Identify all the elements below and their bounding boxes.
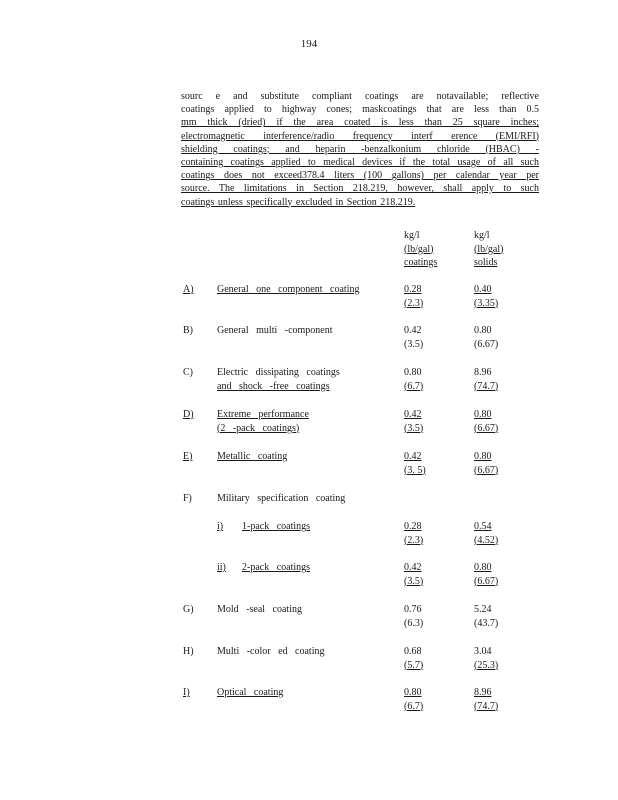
- coatings-value: 0.80 (6.7): [404, 687, 424, 712]
- row-description: Metallic coating: [217, 451, 288, 462]
- header-coatings: [404, 229, 437, 270]
- row-description: General one component coating: [217, 284, 360, 295]
- row-label: A): [183, 284, 194, 295]
- row-description: Optical coating: [217, 687, 284, 698]
- solids-value: 0.80 (6.67): [474, 562, 499, 587]
- row-description: Multi -color ed coating: [217, 646, 325, 657]
- coatings-value: 0.76 (6.3): [404, 604, 424, 629]
- solids-value: 0.80 (6.67): [474, 451, 499, 476]
- solids-value: 3.04 (25.3): [474, 646, 499, 671]
- solids-value: 0.80 (6.67): [474, 325, 499, 350]
- header-label: solids: [474, 257, 498, 268]
- row-label: C): [183, 367, 193, 378]
- row-description: Military specification coating: [217, 493, 346, 504]
- coatings-value: 0.28 (2.3): [404, 521, 424, 546]
- solids-value: 0.80 (6.67): [474, 409, 499, 434]
- solids-value: 5.24 (43.7): [474, 604, 499, 629]
- header-unit-alt: (lb/gal): [474, 243, 504, 255]
- intro-line: containing coatings applied to medical devices if the total usage of all such: [181, 156, 539, 168]
- intro-line: electromagnetic interference/radio frequency interf erence (EMI/RFI): [181, 130, 539, 142]
- page-number: 194: [300, 38, 318, 50]
- row-description: Electric dissipating coatings and shock -free coatings: [217, 367, 340, 392]
- solids-value: 8.96 (74.7): [474, 687, 499, 712]
- intro-line: sourc e and substitute compliant coatings are notavailable; reflective: [181, 91, 539, 102]
- coatings-value: 0.42 (3. 5): [404, 451, 426, 476]
- row-label: E): [183, 451, 193, 462]
- row-description: Extreme performance (2 -pack coatings): [217, 409, 309, 434]
- intro-line: coatings does not exceed378.4 liters (100 gallons) per calendar year per: [181, 170, 539, 182]
- row-description: Mold -seal coating: [217, 604, 302, 615]
- intro-paragraph: [181, 90, 539, 209]
- coatings-value: 0.42 (3.5): [404, 325, 424, 350]
- header-unit-alt: (lb/gal): [404, 243, 434, 255]
- coatings-value: 0.80 (6.7): [404, 367, 424, 392]
- intro-line: mm thick (dried) if the area coated is less than 25 square inches;: [181, 117, 539, 129]
- row-label: F): [183, 493, 192, 504]
- coatings-value: 0.28 (2.3): [404, 284, 424, 309]
- row-label: I): [183, 687, 190, 698]
- row-label: D): [183, 409, 194, 420]
- solids-value: 0.40 (3.35): [474, 284, 499, 309]
- row-label: i): [217, 521, 224, 532]
- coatings-value: 0.42 (3.5): [404, 562, 424, 587]
- header-solids: [474, 229, 503, 270]
- row-label: H): [183, 646, 194, 657]
- header-unit: kg/l: [404, 230, 420, 241]
- intro-line: coatings applied to highway cones; maskcoatings that are less than 0.5: [181, 104, 539, 116]
- row-label: ii): [217, 562, 226, 573]
- coatings-value: 0.68 (5.7): [404, 646, 424, 671]
- header-label: coatings: [404, 257, 438, 268]
- solids-value: 8.96 (74.7): [474, 367, 499, 392]
- row-description: General multi -component: [217, 325, 333, 336]
- coatings-value: 0.42 (3.5): [404, 409, 424, 434]
- header-unit: kg/l: [474, 230, 490, 241]
- intro-line: shielding coatings; and heparin -benzalkonium chloride (HBAC) -: [181, 143, 539, 155]
- row-description: 2-pack coatings: [242, 562, 311, 573]
- row-label: G): [183, 604, 194, 615]
- row-description: 1-pack coatings: [242, 521, 311, 532]
- row-label: B): [183, 325, 193, 336]
- solids-value: 0.54 (4.52): [474, 521, 499, 546]
- intro-line: source. The limitations in Section 218.219, however, shall apply to such: [181, 183, 539, 195]
- intro-line: coatings unless specifically excluded in Section 218.219.: [181, 196, 416, 208]
